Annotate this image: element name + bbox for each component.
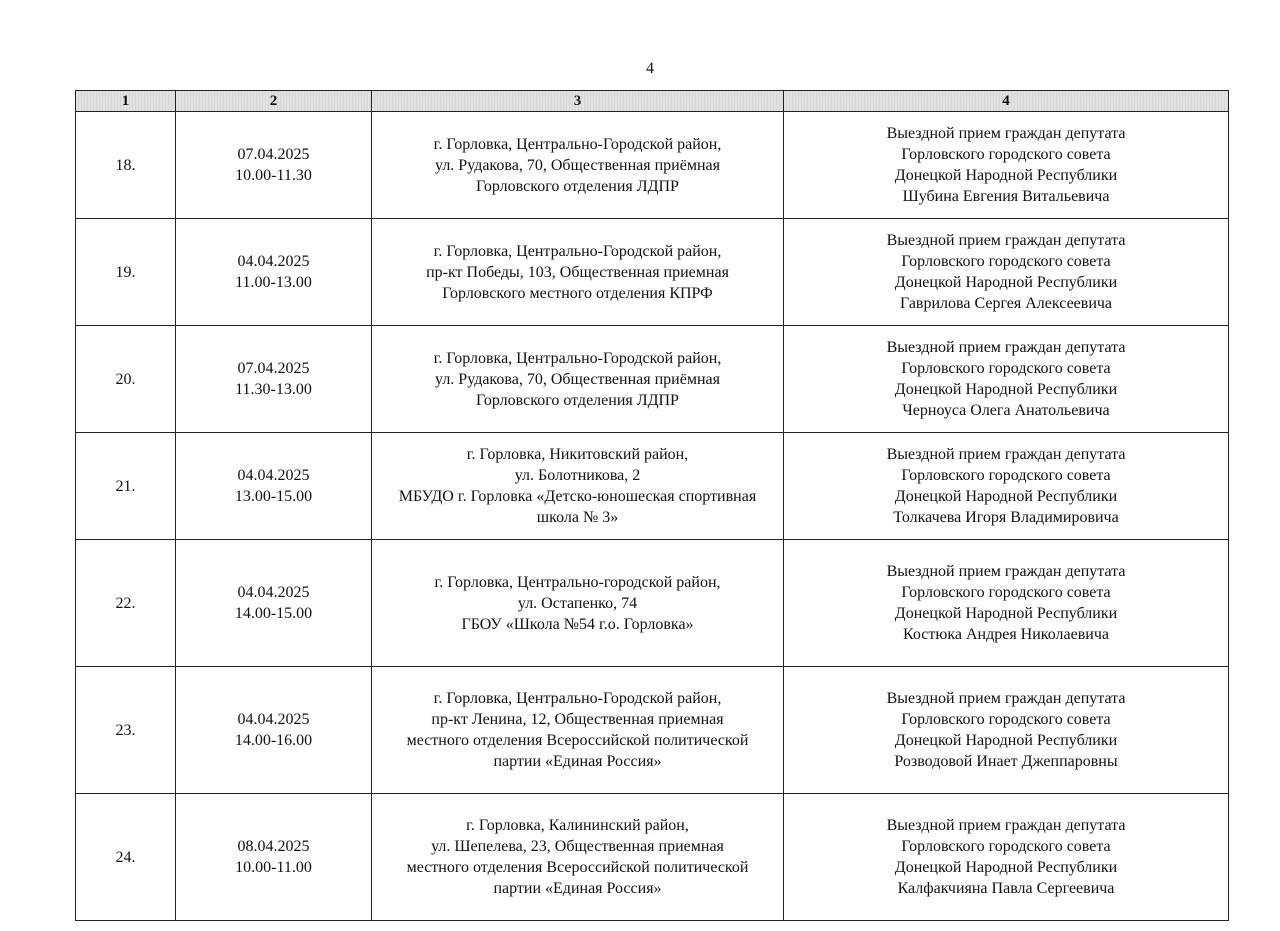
address-line: партии «Единая Россия» xyxy=(493,753,662,770)
column-header: 2 xyxy=(176,91,372,112)
table-row xyxy=(76,540,1229,667)
address-line: ул. Болотникова, 2 xyxy=(514,467,641,484)
address-line: Горловского отделения ЛДПР xyxy=(476,177,679,195)
row-number-cell xyxy=(76,219,176,326)
time-range: 14.00-15.00 xyxy=(234,605,313,622)
event-line: Донецкой Народной Республики xyxy=(894,488,1118,505)
time-range: 14.00-16.00 xyxy=(234,732,313,749)
address-line: ул. Остапенко, 74 xyxy=(517,594,638,612)
event-line: Выездной прием граждан депутата xyxy=(886,125,1126,142)
address-line: г. Горловка, Центрально-Городской район, xyxy=(433,135,722,153)
address-cell xyxy=(372,540,784,667)
address-line: партии «Единая Россия» xyxy=(493,880,662,897)
address-line: Горловского отделения ЛДПР xyxy=(476,391,679,409)
address-line: г. Горловка, Центрально-Городской район, xyxy=(433,349,722,367)
event-line: Горловского городского совета xyxy=(901,584,1111,601)
address-cell xyxy=(372,112,784,219)
column-header: 4 xyxy=(784,91,1229,112)
row-number: 19. xyxy=(115,263,136,281)
table-row xyxy=(76,326,1229,433)
reception-schedule-table xyxy=(75,90,1229,921)
date-time-cell xyxy=(176,112,372,219)
row-number: 18. xyxy=(115,156,136,174)
column-header: 3 xyxy=(372,91,784,112)
address-line: МБУДО г. Горловка «Детско-юношеская спортивная xyxy=(398,488,757,505)
time-range: 10.00-11.00 xyxy=(235,859,312,876)
date: 07.04.2025 xyxy=(237,360,310,377)
address-line: г. Горловка, Центрально-городской район, xyxy=(434,573,721,591)
row-number-cell xyxy=(76,794,176,921)
date-time-cell xyxy=(176,667,372,794)
event-line: Выездной прием граждан депутата xyxy=(886,563,1126,580)
event-line: Донецкой Народной Республики xyxy=(894,381,1118,398)
event-line: Гаврилова Сергея Алексеевича xyxy=(899,295,1113,312)
address-line: г. Горловка, Центрально-Городской район, xyxy=(433,690,722,707)
event-line: Донецкой Народной Республики xyxy=(894,732,1118,749)
date: 04.04.2025 xyxy=(237,711,310,728)
address-line: ул. Рудакова, 70, Общественная приёмная xyxy=(435,370,720,388)
time-range: 10.00-11.30 xyxy=(235,167,312,184)
event-line: Выездной прием граждан депутата xyxy=(886,817,1126,834)
event-line: Костюка Андрея Николаевича xyxy=(903,626,1109,643)
date: 07.04.2025 xyxy=(237,146,310,163)
address-cell xyxy=(372,219,784,326)
event-line: Донецкой Народной Республики xyxy=(894,274,1118,291)
row-number-cell xyxy=(76,540,176,667)
address-line: школа № 3» xyxy=(536,509,619,526)
table-row xyxy=(76,433,1229,540)
table-row xyxy=(76,794,1229,921)
row-number: 22. xyxy=(115,594,136,612)
event-line: Донецкой Народной Республики xyxy=(894,605,1118,622)
date: 04.04.2025 xyxy=(237,584,310,601)
column-header: 1 xyxy=(76,91,176,112)
row-number: 21. xyxy=(115,477,136,495)
address-line: ГБОУ «Школа №54 г.о. Горловка» xyxy=(461,615,694,633)
date-time-cell xyxy=(176,540,372,667)
date: 08.04.2025 xyxy=(237,838,310,855)
event-line: Выездной прием граждан депутата xyxy=(886,232,1126,249)
event-line: Толкачева Игоря Владимировича xyxy=(893,509,1119,526)
event-cell xyxy=(784,112,1229,219)
event-cell xyxy=(784,794,1229,921)
event-line: Калфакчияна Павла Сергеевича xyxy=(897,880,1115,897)
page-number: 4 xyxy=(646,60,654,77)
time-range: 13.00-15.00 xyxy=(234,488,313,505)
address-line: Горловского местного отделения КПРФ xyxy=(442,284,713,302)
address-line: местного отделения Всероссийской политической xyxy=(406,732,749,749)
row-number-cell xyxy=(76,433,176,540)
event-line: Розводовой Инает Джеппаровны xyxy=(894,753,1118,770)
time-range: 11.00-13.00 xyxy=(235,274,312,291)
header-row xyxy=(76,91,1229,112)
event-cell xyxy=(784,540,1229,667)
address-cell xyxy=(372,326,784,433)
time-range: 11.30-13.00 xyxy=(235,381,312,398)
date: 04.04.2025 xyxy=(237,253,310,270)
address-cell xyxy=(372,433,784,540)
address-cell xyxy=(372,667,784,794)
table-row xyxy=(76,112,1229,219)
row-number: 23. xyxy=(115,721,136,739)
event-line: Донецкой Народной Республики xyxy=(894,167,1118,184)
row-number-cell xyxy=(76,326,176,433)
date-time-cell xyxy=(176,794,372,921)
date: 04.04.2025 xyxy=(237,467,310,484)
event-line: Горловского городского совета xyxy=(901,838,1111,855)
address-line: местного отделения Всероссийской политической xyxy=(406,859,749,876)
event-line: Горловского городского совета xyxy=(901,711,1111,728)
event-line: Горловского городского совета xyxy=(901,467,1111,484)
event-line: Горловского городского совета xyxy=(901,360,1111,377)
event-cell xyxy=(784,433,1229,540)
event-line: Выездной прием граждан депутата xyxy=(886,339,1126,356)
address-line: г. Горловка, Центрально-Городской район, xyxy=(433,242,722,260)
row-number: 20. xyxy=(115,370,136,388)
row-number-cell xyxy=(76,667,176,794)
event-line: Черноуса Олега Анатольевича xyxy=(902,402,1110,419)
event-line: Горловского городского совета xyxy=(901,253,1111,270)
date-time-cell xyxy=(176,326,372,433)
event-cell xyxy=(784,326,1229,433)
date-time-cell xyxy=(176,219,372,326)
address-line: пр-кт Победы, 103, Общественная приемная xyxy=(426,263,729,281)
row-number-cell xyxy=(76,112,176,219)
event-line: Шубина Евгения Витальевича xyxy=(902,188,1110,205)
address-line: ул. Шепелева, 23, Общественная приемная xyxy=(431,838,724,855)
address-line: ул. Рудакова, 70, Общественная приёмная xyxy=(435,156,720,174)
date-time-cell xyxy=(176,433,372,540)
event-line: Выездной прием граждан депутата xyxy=(886,690,1126,707)
table-row xyxy=(76,667,1229,794)
event-cell xyxy=(784,219,1229,326)
event-cell xyxy=(784,667,1229,794)
row-number: 24. xyxy=(115,848,136,866)
address-cell xyxy=(372,794,784,921)
event-line: Горловского городского совета xyxy=(901,146,1111,163)
event-line: Донецкой Народной Республики xyxy=(894,859,1118,876)
event-line: Выездной прием граждан депутата xyxy=(886,446,1126,463)
address-line: г. Горловка, Никитовский район, xyxy=(466,446,689,463)
table-row xyxy=(76,219,1229,326)
address-line: пр-кт Ленина, 12, Общественная приемная xyxy=(431,711,724,728)
address-line: г. Горловка, Калининский район, xyxy=(466,817,689,834)
